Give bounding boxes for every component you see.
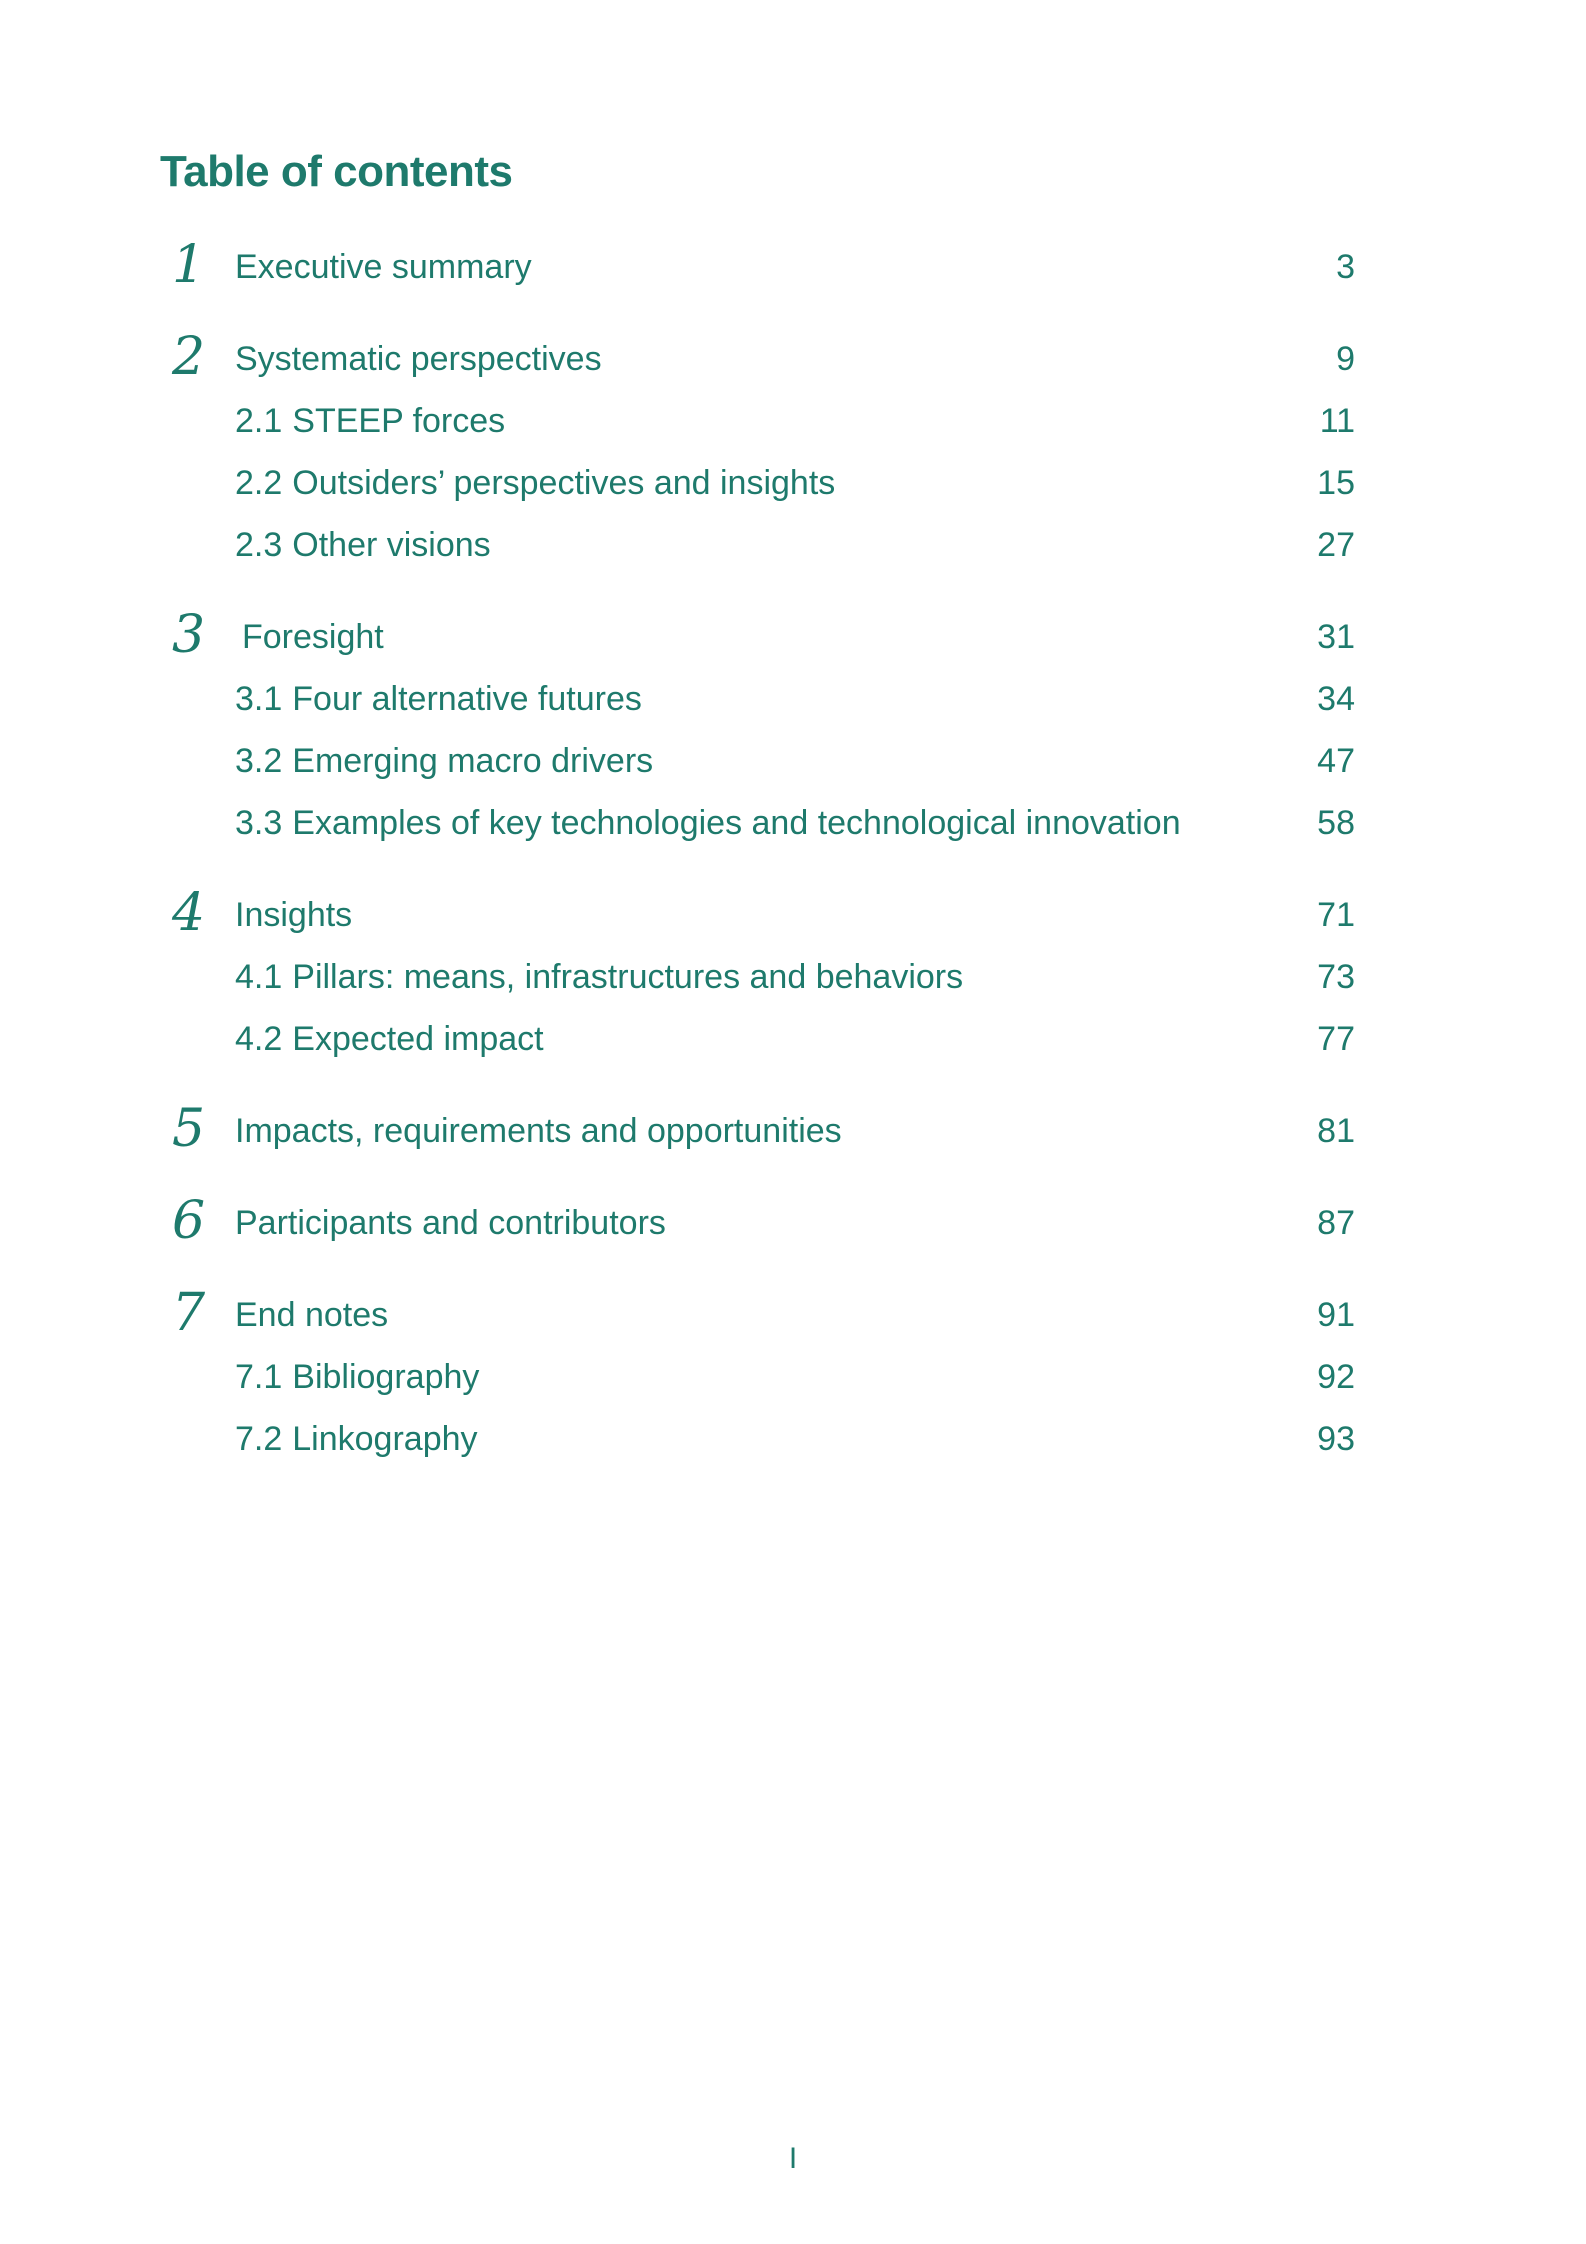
toc-subentry[interactable] (160, 1346, 1355, 1408)
page-number: 93 (1317, 1420, 1355, 1458)
page-number: 47 (1317, 742, 1355, 780)
toc-subentry[interactable] (160, 390, 1355, 452)
page-number: 3 (1336, 248, 1355, 286)
page-number: 87 (1317, 1204, 1355, 1242)
page-number: 58 (1317, 804, 1355, 842)
page-number: 15 (1317, 464, 1355, 502)
section-number: 5 (172, 1099, 206, 1159)
page-number: 81 (1317, 1112, 1355, 1150)
toc-section-7 (160, 1284, 1355, 1470)
toc-entry[interactable] (160, 884, 1355, 946)
page-title: Table of contents (160, 147, 513, 196)
section-number: 3 (172, 605, 206, 665)
section-number: 4 (172, 883, 206, 943)
page-number: 34 (1317, 680, 1355, 718)
toc-subentry[interactable] (160, 792, 1355, 854)
subsection-title: Emerging macro drivers (292, 742, 654, 780)
section-number: 7 (172, 1283, 206, 1343)
toc-section-1 (160, 236, 1355, 298)
toc-entry[interactable] (160, 606, 1355, 668)
section-number: 6 (172, 1191, 206, 1251)
toc-subentry[interactable] (160, 946, 1355, 1008)
page-number: 92 (1317, 1358, 1355, 1396)
subsection-title: Outsiders’ perspectives and insights (292, 464, 836, 502)
section-title: Participants and contributors (235, 1204, 666, 1242)
footer-page-number: I (788, 2142, 798, 2175)
subsection-title: STEEP forces (292, 402, 506, 440)
subsection-title: Bibliography (292, 1358, 480, 1396)
section-number: 2 (172, 327, 206, 387)
subsection-number: 2.3 (235, 526, 283, 564)
subsection-title: Other visions (292, 526, 491, 564)
subsection-number: 4.1 (235, 958, 283, 996)
subsection-number: 3.1 (235, 680, 283, 718)
subsection-title: Four alternative futures (292, 680, 642, 718)
subsection-number: 7.2 (235, 1420, 283, 1458)
subsection-number: 2.1 (235, 402, 283, 440)
subsection-number: 3.3 (235, 804, 283, 842)
toc-subentry[interactable] (160, 1008, 1355, 1070)
toc-section-5 (160, 1100, 1355, 1162)
toc-entry[interactable] (160, 236, 1355, 298)
toc-entry[interactable] (160, 1192, 1355, 1254)
page-number: 27 (1317, 526, 1355, 564)
table-of-contents (160, 236, 1355, 1500)
subsection-title: Pillars: means, infrastructures and behaviors (292, 958, 964, 996)
toc-entry[interactable] (160, 1284, 1355, 1346)
page-number: 11 (1319, 402, 1355, 440)
toc-subentry[interactable] (160, 452, 1355, 514)
subsection-number: 2.2 (235, 464, 283, 502)
toc-section-2 (160, 328, 1355, 576)
subsection-number: 7.1 (235, 1358, 283, 1396)
subsection-number: 3.2 (235, 742, 283, 780)
section-title: End notes (235, 1296, 389, 1334)
section-number: 1 (172, 235, 206, 295)
toc-subentry[interactable] (160, 730, 1355, 792)
toc-subentry[interactable] (160, 514, 1355, 576)
page-number: 31 (1317, 618, 1355, 656)
section-title: Impacts, requirements and opportunities (235, 1112, 842, 1150)
subsection-title: Linkography (292, 1420, 478, 1458)
toc-section-6 (160, 1192, 1355, 1254)
section-title: Systematic perspectives (235, 340, 602, 378)
subsection-title: Expected impact (292, 1020, 544, 1058)
toc-section-4 (160, 884, 1355, 1070)
section-title: Executive summary (235, 248, 532, 286)
section-title: Foresight (242, 618, 384, 656)
subsection-title: Examples of key technologies and technological innovation (292, 804, 1181, 842)
toc-subentry[interactable] (160, 1408, 1355, 1470)
subsection-number: 4.2 (235, 1020, 283, 1058)
toc-section-3 (160, 606, 1355, 854)
page-number: 77 (1317, 1020, 1355, 1058)
toc-entry[interactable] (160, 328, 1355, 390)
page-number: 91 (1317, 1296, 1355, 1334)
section-title: Insights (235, 896, 353, 934)
page-number: 73 (1317, 958, 1355, 996)
page-number: 71 (1317, 896, 1355, 934)
page-number: 9 (1336, 340, 1355, 378)
toc-entry[interactable] (160, 1100, 1355, 1162)
toc-subentry[interactable] (160, 668, 1355, 730)
